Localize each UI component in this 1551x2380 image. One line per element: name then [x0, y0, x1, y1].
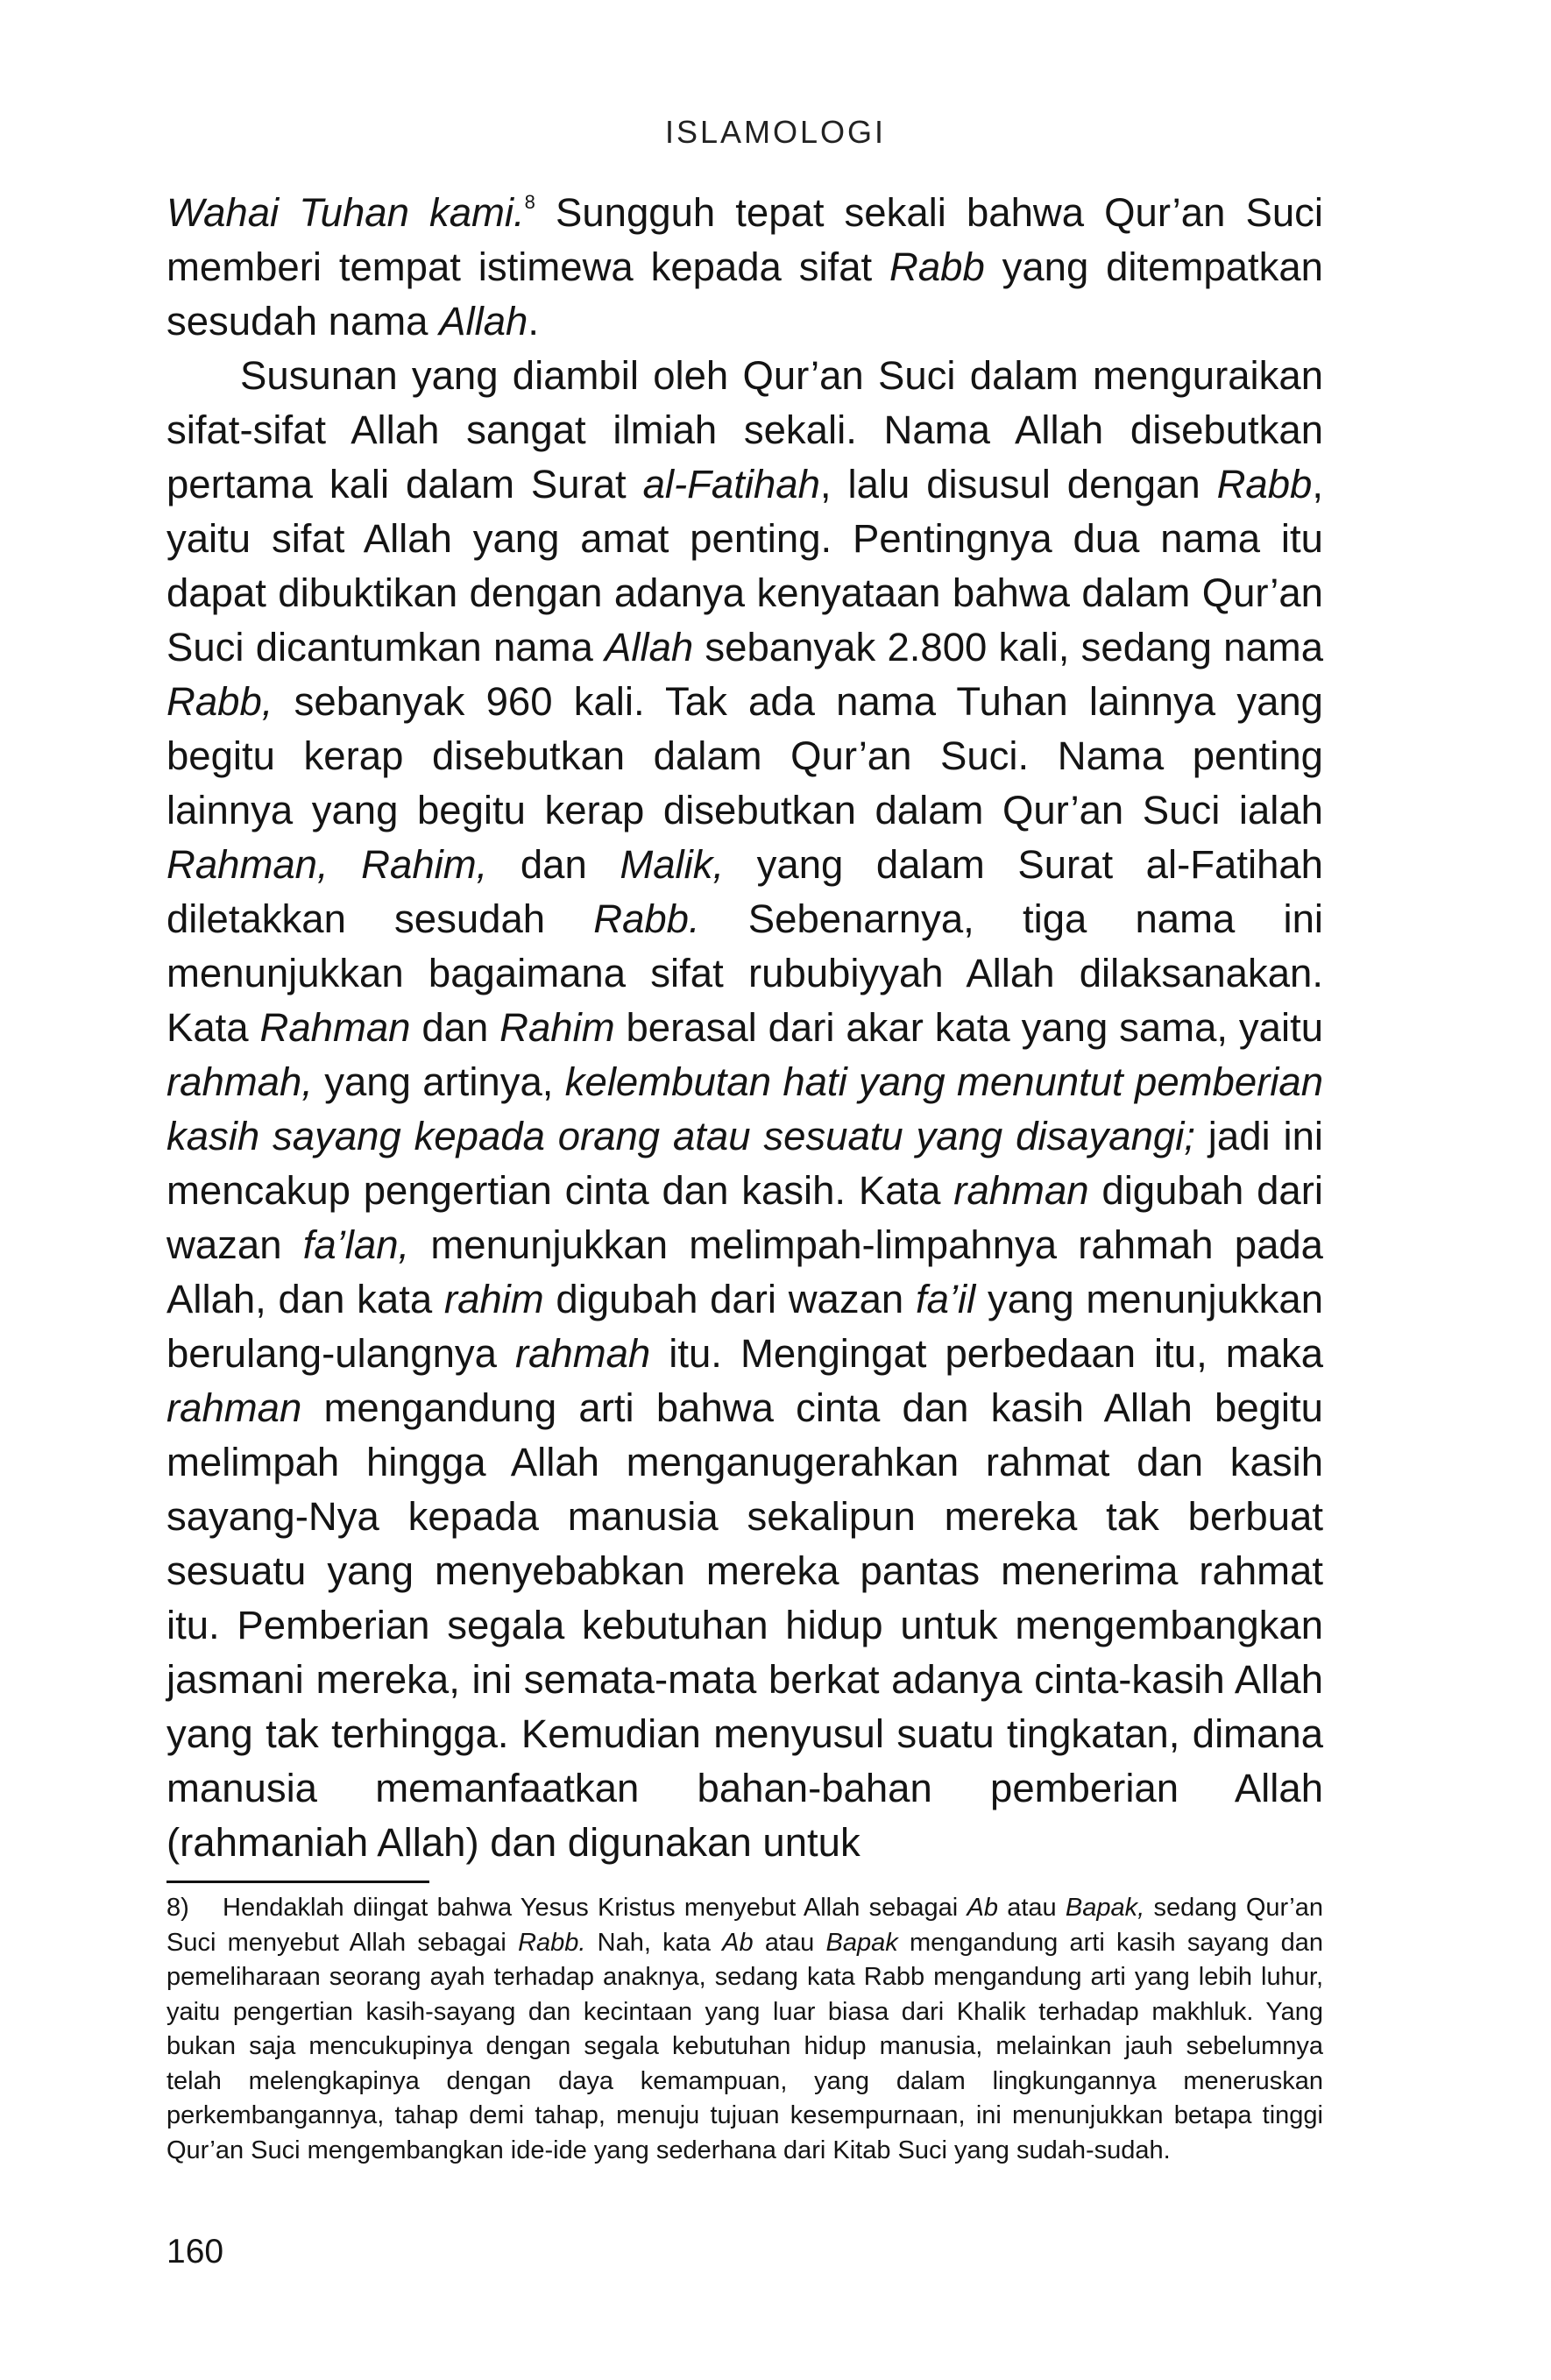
italic-span: Rabb [1216, 462, 1313, 506]
text-span: atau [753, 1928, 826, 1957]
text-span: Hendaklah diingat bahwa Yesus Kristus menyebut Allah sebagai [223, 1894, 967, 1922]
italic-span: Ab [722, 1928, 754, 1957]
footnote-number: 8) [166, 1894, 189, 1922]
italic-span: Rabb. [593, 896, 700, 941]
italic-span: al-Fatihah [642, 462, 820, 506]
text-span: sebanyak 960 kali. Tak ada nama Tuhan lainnya yang begitu kerap disebutkan dalam Qur’an Suci. Nama penting lainnya yang begitu kerap disebutkan dalam Qur’an Suci ialah [166, 679, 1323, 832]
text-span: sedang Qur’an Suci menyebut Allah sebagai [166, 1894, 1323, 1957]
italic-span: Rabb, [166, 679, 273, 724]
page-number: 160 [166, 2233, 224, 2270]
italic-span: Allah [439, 299, 528, 344]
text-span: . [528, 299, 539, 344]
italic-span: Rahman, Rahim, [166, 842, 488, 887]
text-span: digubah dari wazan [166, 1168, 1324, 1267]
italic-span: Ab [967, 1894, 998, 1922]
italic-span: rahim [443, 1277, 544, 1321]
italic-span: rahmah, [166, 1059, 313, 1104]
italic-span: Rabb [889, 244, 985, 289]
running-header: ISLAMOLOGI [664, 114, 887, 150]
footnote-reference[interactable]: 8 [524, 191, 535, 213]
body-text [166, 186, 1323, 1870]
paragraph-1 [166, 186, 1323, 349]
italic-span: Bapak [825, 1928, 898, 1957]
italic-span: rahman [166, 1385, 302, 1430]
text-span: Sungguh tepat sekali bahwa Qur’an Suci memberi tempat istimewa kepada sifat [166, 190, 1323, 289]
text-span: yang dalam Surat al-Fatihah diletakkan sesudah [166, 842, 1323, 941]
text-span: sebanyak 2.800 kali, sedang nama [693, 625, 1323, 669]
italic-span: Malik, [620, 842, 725, 887]
footnote-divider [166, 1881, 429, 1883]
text-span: yang menunjukkan berulang-ulangnya [166, 1277, 1323, 1376]
italic-span: Allah [605, 625, 694, 669]
text-span: atau [997, 1894, 1066, 1922]
italic-span: Rabb. [518, 1928, 586, 1957]
italic-span: fa’lan, [302, 1222, 410, 1267]
footnote-8 [166, 1891, 1323, 2168]
italic-span: Bapak, [1065, 1894, 1145, 1922]
italic-span: rahmah [514, 1331, 651, 1376]
italic-span: Wahai Tuhan kami. [166, 190, 525, 235]
text-span: Nah, kata [585, 1928, 723, 1957]
paragraph-2 [166, 349, 1323, 1870]
italic-span: fa’il [915, 1277, 976, 1321]
text-span: , yaitu sifat Allah yang amat penting. Pentingnya dua nama itu dapat dibuktikan dengan adanya kenyataan bahwa dalam Qur’an Suci dicantumkan nama [166, 462, 1323, 669]
text-span: mengandung arti bahwa cinta dan kasih Allah begitu melimpah hingga Allah menganugerahkan rahmat dan kasih sayang-Nya kepada manusia sekalipun mereka tak berbuat sesuatu yang menyebabkan mereka pantas menerima rahmat itu. Pemberian segala kebutuhan hidup untuk mengembangkan jasmani mereka, ini semata-mata berkat adanya cinta-kasih Allah yang tak terhingga. Kemudian menyusul suatu tingkatan, dimana manusia memanfaatkan bahan-bahan pemberian Allah (rahmaniah Allah) dan digunakan untuk [166, 1385, 1323, 1865]
text-span: Susunan yang diambil oleh Qur’an Suci dalam menguraikan sifat-sifat Allah sangat ilmiah sekali. Nama Allah disebutkan pertama kali dalam Surat [166, 353, 1323, 506]
text-span: yang ditempatkan sesudah nama [166, 244, 1323, 344]
italic-span: Rahim [499, 1005, 615, 1050]
text-span: berasal dari akar kata yang sama, yaitu [614, 1005, 1324, 1050]
italic-span: rahman [953, 1168, 1089, 1213]
italic-span: Rahman [259, 1005, 411, 1050]
italic-span: kelembutan hati yang menuntut pemberian kasih sayang kepada orang atau sesuatu yang disayangi; [166, 1059, 1324, 1158]
text-span: menunjukkan melimpah-limpahnya rahmah pada Allah, dan kata [166, 1222, 1323, 1321]
text-span: mengandung arti kasih sayang dan pemeliharaan seorang ayah terhadap anaknya, sedang kata Rabb mengandung arti yang lebih luhur, yaitu pengertian kasih-sayang dan kecintaan yang luar biasa dari Khalik terhadap makhluk. Yang bukan saja mencukupinya dengan segala kebutuhan hidup manusia, melainkan jauh sebelumnya telah melengkapinya dengan daya kemampuan, yang dalam lingkungannya meneruskan perkembangannya, tahap demi tahap, menuju tujuan kesempurnaan, ini menunjukkan betapa tinggi Qur’an Suci mengembangkan ide-ide yang sederhana dari Kitab Suci yang sudah-sudah. [166, 1928, 1323, 2164]
text-span: Sebenarnya, tiga nama ini menunjukkan bagaimana sifat rububiyyah Allah dilaksanakan. Kata [166, 896, 1323, 1050]
text-span: dan [487, 842, 620, 887]
text-span: dan [410, 1005, 500, 1050]
text-span: jadi ini mencakup pengertian cinta dan kasih. Kata [166, 1114, 1323, 1213]
text-span: yang artinya, [312, 1059, 565, 1104]
text-span: itu. Mengingat perbedaan itu, maka [650, 1331, 1324, 1376]
text-span: digubah dari wazan [543, 1277, 916, 1321]
text-span: , lalu disusul dengan [819, 462, 1217, 506]
